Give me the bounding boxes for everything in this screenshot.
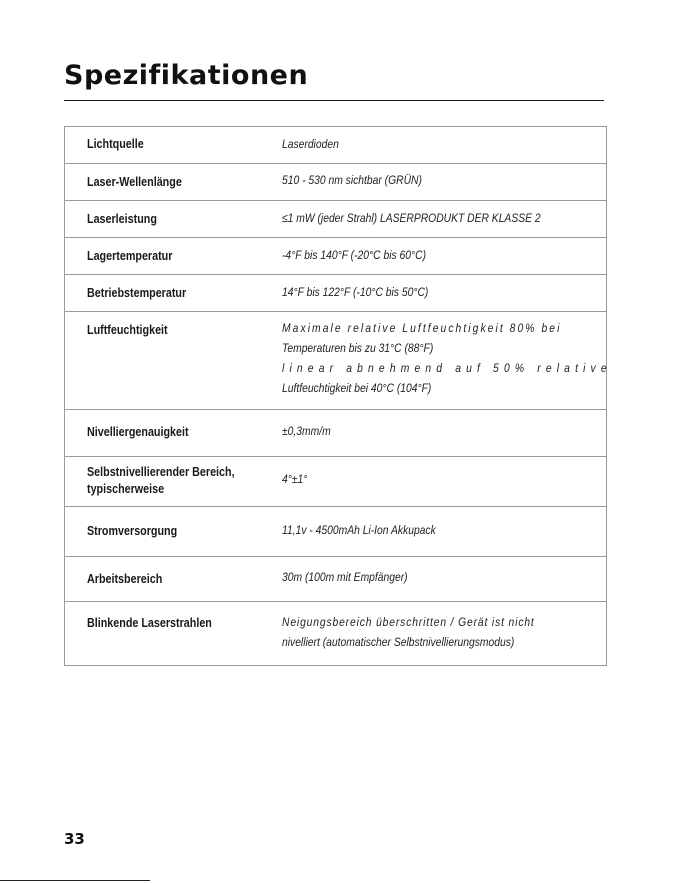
spec-label: Stromversorgung bbox=[87, 524, 178, 538]
spec-value-line: Maximale relative Luftfeuchtigkeit 80% bei bbox=[282, 321, 562, 335]
page-title: Spezifikationen bbox=[64, 60, 309, 91]
table-row bbox=[65, 507, 606, 557]
table-row bbox=[65, 201, 606, 238]
spec-value-line: 11,1v - 4500mAh Li-Ion Akkupack bbox=[282, 523, 436, 537]
spec-value bbox=[282, 245, 540, 265]
spec-value-line: Luftfeuchtigkeit bei 40°C (104°F) bbox=[282, 381, 432, 395]
table-row bbox=[65, 275, 606, 312]
spec-label: Arbeitsbereich bbox=[87, 572, 163, 586]
spec-value-line: 4°±1° bbox=[282, 472, 308, 486]
footer-divider bbox=[0, 880, 150, 881]
spec-value bbox=[282, 170, 540, 190]
spec-label: Laserleistung bbox=[87, 212, 157, 226]
spec-value-line: 30m (100m mit Empfänger) bbox=[282, 570, 408, 584]
spec-value-line: Laserdioden bbox=[282, 137, 339, 151]
table-row bbox=[65, 312, 612, 410]
page-number: 33 bbox=[64, 830, 85, 848]
table-row bbox=[65, 238, 606, 275]
table-row bbox=[65, 557, 606, 602]
spec-label: Nivelliergenauigkeit bbox=[87, 425, 189, 439]
spec-label: Lichtquelle bbox=[87, 137, 144, 151]
spec-value bbox=[282, 567, 540, 587]
spec-value-line: 510 - 530 nm sichtbar (GRÜN) bbox=[282, 173, 422, 187]
spec-value-line: Neigungsbereich überschritten / Gerät ist nicht bbox=[282, 615, 535, 629]
spec-value bbox=[282, 612, 540, 652]
spec-value bbox=[282, 318, 612, 398]
title-divider bbox=[64, 100, 604, 101]
specifications-table bbox=[64, 126, 612, 666]
spec-value-line: Temperaturen bis zu 31°C (88°F) bbox=[282, 341, 434, 355]
spec-label: Luftfeuchtigkeit bbox=[87, 323, 168, 337]
spec-value bbox=[282, 520, 540, 540]
spec-value-line: nivelliert (automatischer Selbstnivellierungsmodus) bbox=[282, 635, 515, 649]
table-row bbox=[65, 457, 606, 507]
table-row bbox=[65, 602, 606, 665]
table-row bbox=[65, 164, 606, 201]
spec-value-line: ≤1 mW (jeder Strahl) LASERPRODUKT DER KLASSE 2 bbox=[282, 211, 541, 225]
spec-value-line: -4°F bis 140°F (-20°C bis 60°C) bbox=[282, 248, 427, 262]
spec-label: Betriebstemperatur bbox=[87, 286, 187, 300]
spec-label: Selbstnivellierender Bereich, typischerweise bbox=[87, 465, 235, 496]
spec-value bbox=[282, 208, 540, 228]
spec-label: Blinkende Laserstrahlen bbox=[87, 616, 212, 630]
spec-value bbox=[282, 421, 540, 441]
spec-value-line: ±0,3mm/m bbox=[282, 424, 331, 438]
table-row bbox=[65, 127, 606, 164]
spec-value-line: 14°F bis 122°F (-10°C bis 50°C) bbox=[282, 285, 429, 299]
spec-label: Laser-Wellenlänge bbox=[87, 175, 182, 189]
spec-label: Lagertemperatur bbox=[87, 249, 173, 263]
spec-value bbox=[282, 134, 540, 154]
spec-value bbox=[282, 469, 540, 489]
table-row bbox=[65, 410, 606, 457]
spec-value-line: linear abnehmend auf 50% relative bbox=[282, 361, 612, 375]
spec-value bbox=[282, 282, 540, 302]
